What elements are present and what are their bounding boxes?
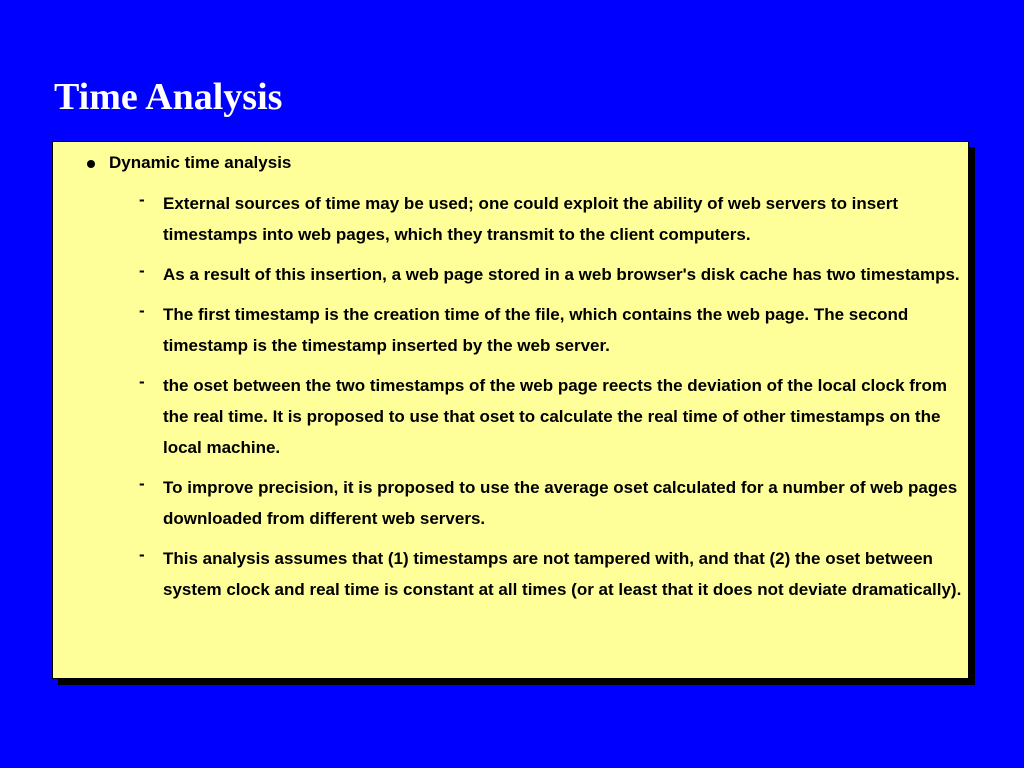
sub-bullet-item xyxy=(139,543,963,605)
sub-bullet-item xyxy=(139,259,963,290)
slide-title: Time Analysis xyxy=(54,76,283,118)
sub-bullet-text: To improve precision, it is proposed to use the average oset calculated for a number of web pages downloaded from different web servers. xyxy=(163,478,958,528)
sub-bullet-text: As a result of this insertion, a web page stored in a web browser's disk cache has two timestamps. xyxy=(163,265,960,284)
dash-icon: - xyxy=(139,545,145,564)
dash-icon: - xyxy=(139,474,145,493)
bullet-dot-icon xyxy=(87,160,95,168)
main-bullet xyxy=(87,152,291,174)
sub-bullet-text: This analysis assumes that (1) timestamps are not tampered with, and that (2) the oset between system clock and real time is constant at all times (or at least that it does not deviate dramatically). xyxy=(163,549,962,599)
sub-bullet-item xyxy=(139,472,963,534)
content-box xyxy=(52,141,969,679)
main-bullet-text: Dynamic time analysis xyxy=(109,153,292,172)
dash-icon: - xyxy=(139,261,145,280)
sub-bullet-text: The first timestamp is the creation time of the file, which contains the web page. The second timestamp is the timestamp inserted by the web server. xyxy=(163,305,909,355)
sub-bullet-item xyxy=(139,188,963,250)
sub-bullet-text: the oset between the two timestamps of the web page reects the deviation of the local clock from the real time. It is proposed to use that oset to calculate the real time of other timestamps on the local machine. xyxy=(163,376,948,457)
sub-bullet-item xyxy=(139,370,963,463)
sub-bullet-list xyxy=(139,188,963,614)
dash-icon: - xyxy=(139,190,145,209)
sub-bullet-text: External sources of time may be used; one could exploit the ability of web servers to insert timestamps into web pages, which they transmit to the client computers. xyxy=(163,194,898,244)
dash-icon: - xyxy=(139,301,145,320)
dash-icon: - xyxy=(139,372,145,391)
sub-bullet-item xyxy=(139,299,963,361)
